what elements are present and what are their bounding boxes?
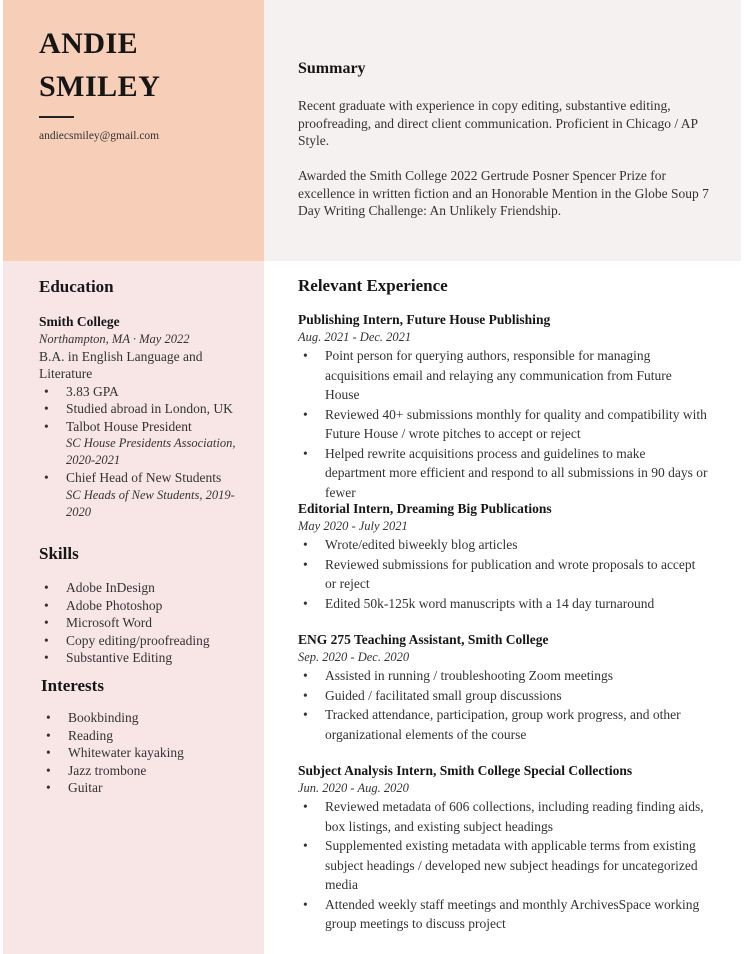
list-item: • Attended weekly staff meetings and monthly ArchivesSpace working group meetings to discuss project [298, 895, 708, 934]
list-item [39, 400, 249, 418]
job-bullets [298, 535, 708, 613]
job-bullets [298, 346, 708, 502]
school-location-date: Northampton, MA · May 2022 [39, 331, 190, 346]
list-item: • Copy editing/proofreading [39, 632, 249, 650]
list-item: • Guided / facilitated small group discussions [298, 686, 708, 706]
job-date: Jun. 2020 - Aug. 2020 [298, 780, 409, 795]
list-item: • Point person for querying authors, responsible for managing acquisitions email and relaying any communication from Future House [298, 346, 708, 405]
name-line-1: ANDIE [39, 27, 139, 60]
job-bullets [298, 797, 708, 934]
summary-paragraph-1: Recent graduate with experience in copy editing, substantive editing, proofreading, and direct client communication. Proficient in Chicago / AP Style. [298, 98, 698, 148]
job-entry [298, 762, 708, 934]
skills-list [39, 579, 249, 667]
education-item-detail: SC House Presidents Association, 2020-2021 [66, 436, 236, 467]
education-heading: Education [39, 277, 114, 296]
left-sidebar [3, 261, 264, 954]
summary-heading: Summary [298, 60, 366, 77]
name-line-2: SMILEY [39, 70, 161, 103]
candidate-name [39, 22, 160, 108]
job-title: ENG 275 Teaching Assistant, Smith College [298, 632, 549, 647]
education-item-text: 3.83 GPA [66, 383, 119, 399]
education-list [39, 383, 249, 521]
education-item-text: Chief Head of New Students [66, 470, 222, 485]
job-title: Subject Analysis Intern, Smith College Special Collections [298, 763, 633, 778]
list-item: • Reviewed metadata of 606 collections, including reading finding aids, box listings, and existing subject headings [298, 797, 708, 836]
job-date: Aug. 2021 - Dec. 2021 [298, 329, 412, 344]
summary-panel [264, 0, 741, 261]
school-name: Smith College [39, 314, 120, 329]
list-item [39, 383, 249, 401]
list-item: • Whitewater kayaking [41, 744, 251, 762]
education-item-text: Studied abroad in London, UK [66, 401, 233, 416]
education-entry [39, 313, 249, 521]
job-entry [298, 631, 708, 744]
email-address: andiecsmiley@gmail.com [39, 130, 160, 142]
job-title: Publishing Intern, Future House Publishing [298, 312, 551, 327]
list-item: • Helped rewrite acquisitions process and guidelines to make department more efficient and respond to all submissions in 90 days or fewer [298, 444, 708, 503]
list-item: • Edited 50k-125k word manuscripts with a 14 day turnaround [298, 594, 708, 614]
job-date: May 2020 - July 2021 [298, 518, 408, 533]
list-item: • Tracked attendance, participation, group work progress, and other organizational elements of the course [298, 705, 708, 744]
list-item: • Jazz trombone [41, 762, 251, 780]
job-title: Editorial Intern, Dreaming Big Publications [298, 501, 552, 516]
summary-paragraph-2: Awarded the Smith College 2022 Gertrude Posner Spencer Prize for excellence in written fiction and an Honorable Mention in the Globe Soup 7 Day Writing Challenge: An Unlikely Friendship. [298, 168, 709, 218]
education-item-detail: SC Heads of New Students, 2019-2020 [66, 487, 235, 519]
name-panel [3, 0, 264, 261]
name-divider [39, 116, 74, 118]
job-date: Sep. 2020 - Dec. 2020 [298, 649, 410, 664]
job-bullets [298, 666, 708, 744]
job-entry [298, 500, 708, 613]
experience-heading: Relevant Experience [298, 276, 448, 295]
job-entry [298, 311, 708, 502]
list-item: • Adobe InDesign [39, 579, 249, 597]
list-item: • Adobe Photoshop [39, 597, 249, 615]
list-item: • Substantive Editing [39, 649, 249, 667]
list-item [39, 418, 249, 470]
list-item: • Reviewed 40+ submissions monthly for quality and compatibility with Future House / wrote pitches to accept or reject [298, 405, 708, 444]
skills-heading: Skills [39, 544, 79, 563]
list-item: • Wrote/edited biweekly blog articles [298, 535, 708, 555]
list-item: • Bookbinding [41, 709, 251, 727]
experience-panel [264, 261, 741, 954]
degree: B.A. in English Language and Literature [39, 348, 203, 381]
list-item: • Reviewed submissions for publication and wrote proposals to accept or reject [298, 555, 708, 594]
list-item [39, 469, 249, 521]
list-item: • Guitar [41, 779, 251, 797]
interests-list [41, 709, 251, 797]
list-item: • Assisted in running / troubleshooting Zoom meetings [298, 666, 708, 686]
list-item: • Supplemented existing metadata with applicable terms from existing subject headings / developed new subject headings for uncategorized media [298, 836, 708, 895]
list-item: • Reading [41, 727, 251, 745]
education-item-text: Talbot House President [66, 418, 192, 434]
interests-heading: Interests [41, 676, 104, 695]
list-item: • Microsoft Word [39, 614, 249, 632]
